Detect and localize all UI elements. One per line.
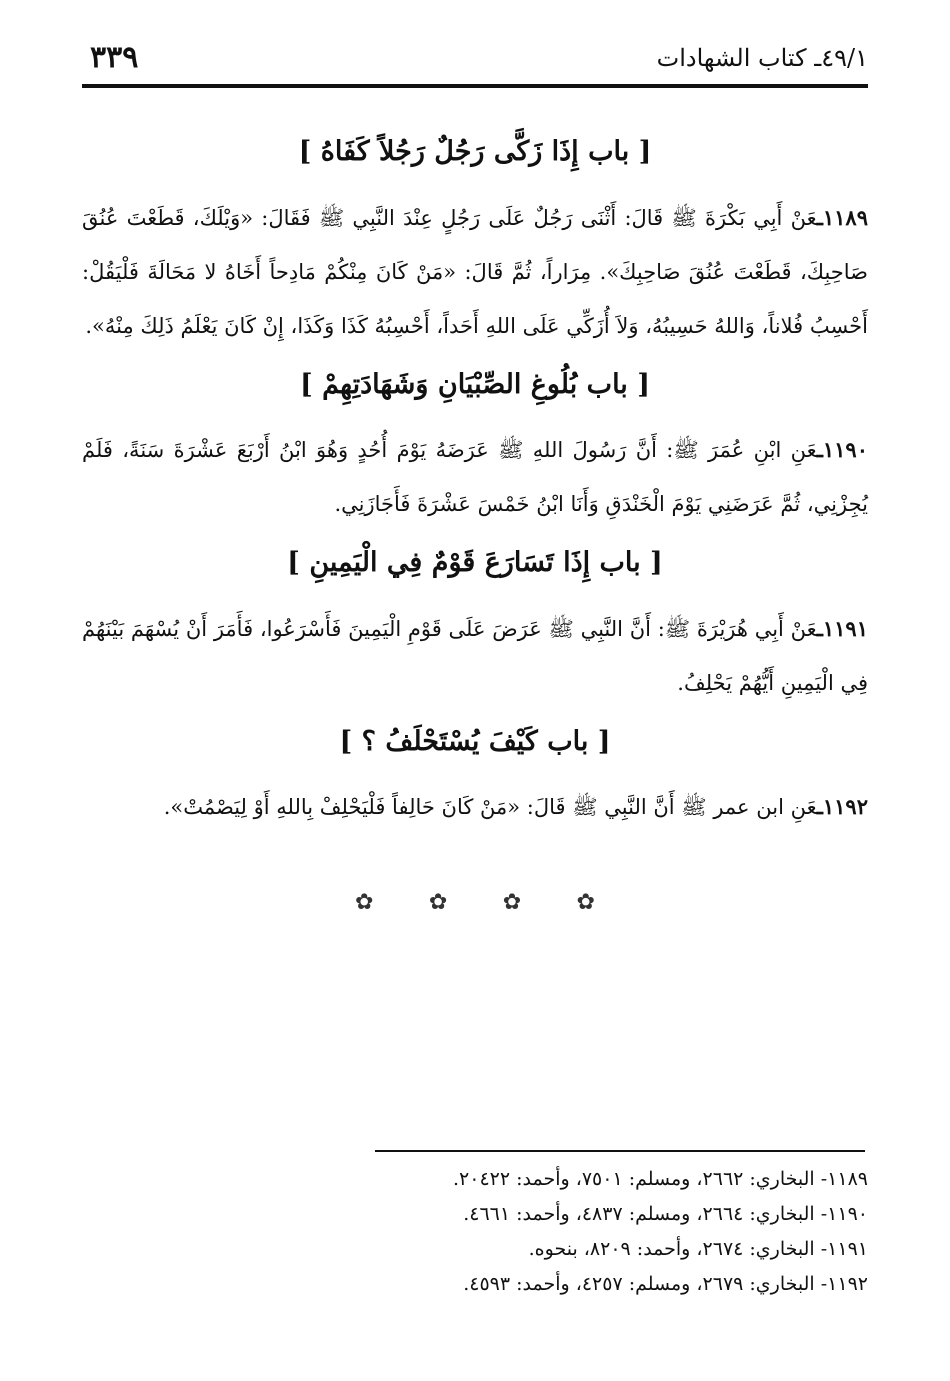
hadith-paragraph	[82, 423, 868, 531]
flower-ornament-icon: ✿	[502, 890, 522, 915]
hadith-text: عَنْ أَبِي بَكْرَةَ ﷺ قَالَ: أَثْنَى رَجُلٌ عَلَى رَجُلٍ عِنْدَ النَّبِي ﷺ فَقَالَ: «وَيْلَكَ، قَطَعْتَ عُنُقَ صَاحِبِكَ، قَطَعْتَ عُنُقَ صَاحِبِكَ». مِرَاراً، ثُمَّ قَالَ: «مَنْ كَانَ مِنْكُمْ مَادِحاً أَخَاهُ لا مَحَالَةَ فَلْيَقُلْ: أَحْسِبُ فُلاناً، وَاللهُ حَسِيبُهُ، وَلاَ أُزَكِّي عَلَى اللهِ أَحَداً، أَحْسِبُهُ كَذَا وَكَذَا، إِنْ كَانَ يَعْلَمُ ذَلِكَ مِنْهُ».	[82, 205, 868, 338]
chapter-heading: [ باب إِذَا زَكَّى رَجُلٌ رَجُلاً كَفَاهُ ]	[298, 136, 652, 167]
hadith-text: عَنِ ابن عمر ﷺ أَنَّ النَّبِي ﷺ قَالَ: «مَنْ كَانَ حَالِفاً فَلْيَحْلِفْ بِاللهِ أَوْ لِيَصْمُتْ».	[163, 795, 817, 819]
flower-ornament-icon: ✿	[576, 890, 595, 915]
flower-ornament-icon: ✿	[355, 890, 374, 915]
footnote: ١١٨٩- البخاري: ٢٦٦٢، ومسلم: ٧٥٠١، وأحمد: ٢٠٤٢٢.	[452, 1168, 868, 1190]
hadith-paragraph	[82, 602, 868, 710]
hadith-paragraph	[82, 780, 868, 834]
hadith-text: عَنِ ابْنِ عُمَرَ ﷺ: أَنَّ رَسُولَ اللهِ ﷺ عَرَضَهُ يَوْمَ أُحُدٍ وَهُوَ ابْنُ أَرْبَعَ عَشْرَةَ سَنَةً، فَلَمْ يُجِزْنِي، ثُمَّ عَرَضَنِي يَوْمَ الْخَنْدَقِ وَأَنَا ابْنُ خَمْسَ عَشْرَةَ فَأَجَازَنِي.	[82, 438, 868, 516]
hadith-number: ١١٩٢ـ	[816, 794, 868, 819]
hadith-paragraph	[82, 191, 868, 353]
hadith-number: ١١٩١ـ	[816, 615, 868, 641]
page-body	[82, 132, 868, 846]
chapter-heading: [ باب بُلُوغِ الصِّبْيَانِ وَشَهَادَتِهِمْ ]	[300, 368, 650, 400]
page-number: ٣٣٩	[90, 40, 139, 75]
running-header: ٤٩/١ـ كتاب الشهادات	[656, 44, 868, 72]
hadith-text: عَنْ أَبِي هُرَيْرَةَ ﷺ: أَنَّ النَّبِي ﷺ عَرَضَ عَلَى قَوْمِ الْيَمِينَ فَأَسْرَعُوا، فَأَمَرَ أَنْ يُسْهَمَ بَيْنَهُمْ فِي الْيَمِينِ أَيُّهُمْ يَحْلِفُ.	[82, 616, 868, 695]
hadith-number: ١١٩٠ـ	[816, 437, 868, 462]
footnote-rule	[375, 1150, 865, 1152]
footnotes	[368, 1162, 868, 1302]
footnote: ١١٩١- البخاري: ٢٦٧٤، وأحمد: ٨٢٠٩، بنحوه.	[528, 1238, 868, 1260]
flower-ornament-icon: ✿	[428, 890, 448, 915]
section-end-ornaments	[355, 890, 595, 915]
footnote: ١١٩٢- البخاري: ٢٦٧٩، ومسلم: ٤٢٥٧، وأحمد: ٤٥٩٣.	[463, 1273, 868, 1295]
footnote: ١١٩٠- البخاري: ٢٦٦٤، ومسلم: ٤٨٣٧، وأحمد: ٤٦٦١.	[463, 1203, 868, 1225]
hadith-number: ١١٨٩ـ	[816, 204, 868, 230]
header-rule	[82, 84, 868, 88]
chapter-heading: [ باب كَيْفَ يُسْتَحْلَفُ ؟ ]	[339, 725, 611, 757]
chapter-heading: [ باب إِذَا تَسَارَعَ قَوْمٌ فِي الْيَمِينِ ]	[287, 547, 663, 578]
